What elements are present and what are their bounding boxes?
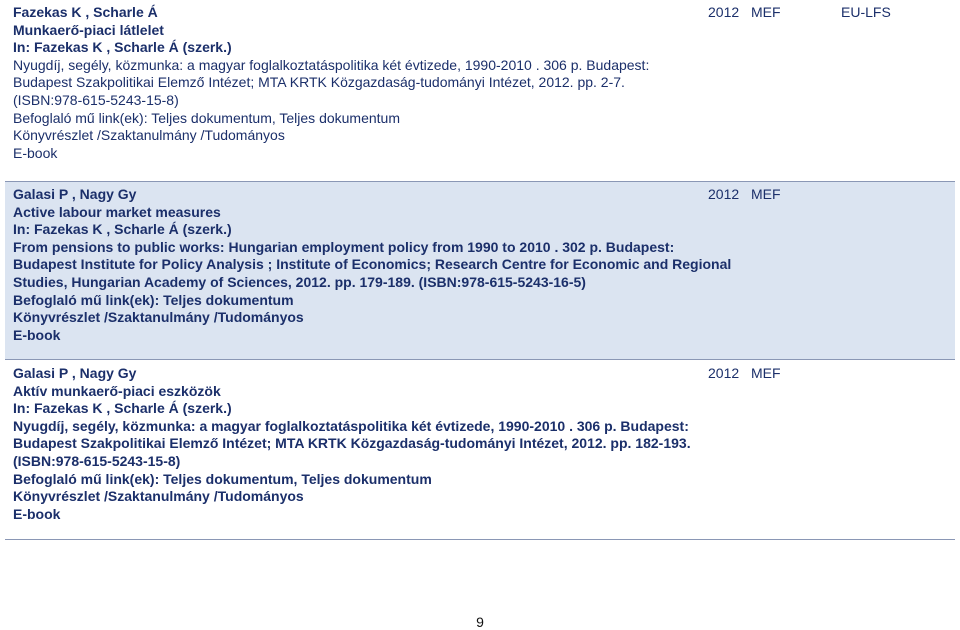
entry-tag: EU-LFS (841, 4, 891, 20)
entry-category: Könyvrészlet /Szaktanulmány /Tudományos (13, 488, 304, 505)
entry-format: E-book (13, 144, 58, 161)
entry-document-link[interactable]: Befoglaló mű link(ek): Teljes dokumentum, Teljes dokumentum (13, 470, 432, 487)
entry-format: E-book (13, 505, 61, 522)
entry-source: From pensions to public works: Hungarian employment policy from 1990 to 2010 . 302 p. Budapest: (13, 238, 675, 255)
publication-entry (5, 182, 955, 359)
divider (5, 359, 955, 360)
entry-year: 2012 (708, 4, 740, 20)
entry-org: MEF (751, 186, 781, 202)
entry-text-block (13, 365, 691, 523)
entry-format: E-book (13, 326, 61, 343)
entry-title: Active labour market measures (13, 203, 221, 220)
entry-source: Budapest Szakpolitikai Elemző Intézet; MTA KRTK Közgazdaság-tudományi Intézet, 2012. pp. 2-7. (13, 74, 625, 91)
entry-year: 2012 (708, 365, 740, 381)
entry-source: Studies, Hungarian Academy of Sciences, 2012. pp. 179-189. (ISBN:978-615-5243-16-5) (13, 273, 586, 290)
publication-entry (5, 361, 955, 537)
entry-title: Munkaerő-piaci látlelet (13, 21, 164, 38)
entry-source: (ISBN:978-615-5243-15-8) (13, 91, 179, 108)
entry-authors: Galasi P , Nagy Gy (13, 365, 137, 381)
entry-source: Nyugdíj, segély, közmunka: a magyar foglalkoztatáspolitika két évtizede, 1990-2010 . 306 p. Budapest: (13, 56, 650, 73)
entry-document-link[interactable]: Befoglaló mű link(ek): Teljes dokumentum, Teljes dokumentum (13, 109, 401, 126)
entry-category: Könyvrészlet /Szaktanulmány /Tudományos (13, 127, 285, 144)
entry-authors: Galasi P , Nagy Gy (13, 186, 137, 202)
publication-entry (5, 0, 955, 178)
entry-source: (ISBN:978-615-5243-15-8) (13, 452, 181, 469)
entry-org: MEF (751, 4, 781, 20)
entry-source: Budapest Institute for Policy Analysis ; Institute of Economics; Research Centre for Economic and Regional (13, 256, 732, 273)
page-number: 9 (476, 614, 484, 630)
entry-source: Nyugdíj, segély, közmunka: a magyar foglalkoztatáspolitika két évtizede, 1990-2010 . 306 p. Budapest: (13, 417, 689, 434)
entry-editors: In: Fazekas K , Scharle Á (szerk.) (13, 221, 232, 238)
entry-document-link[interactable]: Befoglaló mű link(ek): Teljes dokumentum (13, 291, 294, 308)
entry-text-block (13, 4, 683, 162)
entry-org: MEF (751, 365, 781, 381)
divider (5, 539, 955, 540)
entry-source: Budapest Szakpolitikai Elemző Intézet; MTA KRTK Közgazdaság-tudományi Intézet, 2012. pp. 182-193. (13, 435, 691, 452)
entry-editors: In: Fazekas K , Scharle Á (szerk.) (13, 400, 232, 417)
entry-authors: Fazekas K , Scharle Á (13, 4, 158, 20)
entry-title: Aktív munkaerő-piaci eszközök (13, 382, 221, 399)
entry-editors: In: Fazekas K , Scharle Á (szerk.) (13, 39, 232, 56)
entry-year: 2012 (708, 186, 740, 202)
entry-text-block (13, 186, 732, 344)
entry-category: Könyvrészlet /Szaktanulmány /Tudományos (13, 309, 304, 326)
